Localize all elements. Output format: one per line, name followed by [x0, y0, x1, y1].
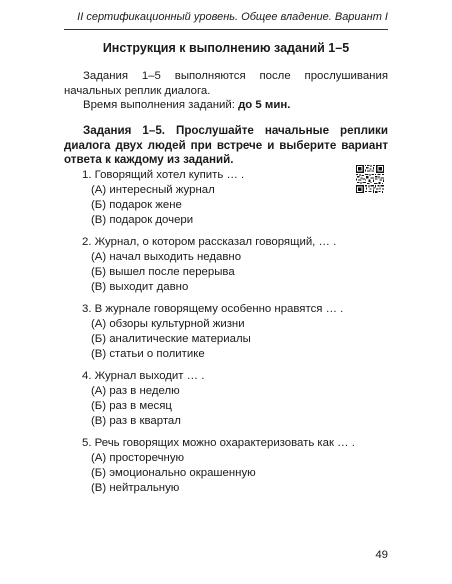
instruction-title: Инструкция к выполнению заданий 1–5 — [102, 41, 350, 55]
question-4 — [82, 369, 382, 429]
option-a: (А) интересный журнал — [91, 184, 215, 196]
question-text: 1. Говорящий хотел купить … . — [82, 169, 245, 181]
question-text: 3. В журнале говорящему особенно нравятся … . — [82, 303, 344, 315]
page-number: 49 — [375, 549, 388, 561]
option-b: (Б) аналитические материалы — [91, 333, 251, 345]
running-header — [64, 7, 388, 30]
running-header-text: II сертификационный уровень. Общее владение. Вариант I — [77, 11, 388, 23]
question-5 — [82, 436, 382, 496]
option-c: (В) подарок дочери — [91, 214, 194, 226]
intro-line: Задания 1–5 выполняются после прослушивания начальных реплик диалога. — [64, 70, 388, 97]
option-b: (Б) вышел после перерыва — [91, 266, 235, 278]
question-3 — [82, 302, 382, 362]
option-c: (В) раз в квартал — [91, 415, 181, 427]
option-c: (В) нейтральную — [91, 482, 180, 494]
option-b: (Б) подарок жене — [91, 199, 182, 211]
time-value: до 5 мин. — [238, 99, 291, 111]
question-2 — [82, 235, 382, 295]
intro-time-line — [64, 98, 388, 113]
option-a: (А) начал выходить недавно — [91, 251, 242, 263]
time-label: Время выполнения заданий: — [83, 99, 235, 111]
instruction-intro — [64, 69, 388, 113]
question-text: 5. Речь говорящих можно охарактеризовать как … . — [82, 437, 355, 449]
option-a: (А) обзоры культурной жизни — [91, 318, 245, 330]
option-c: (В) выходит давно — [91, 281, 189, 293]
option-a: (А) просторечную — [91, 452, 185, 464]
question-1 — [82, 168, 382, 228]
task-header: Задания 1–5. Прослушайте начальные реплики диалога двух людей при встрече и выберите вариант ответа к каждому из заданий. — [64, 124, 388, 166]
question-text: 2. Журнал, о котором рассказал говорящий, … . — [82, 236, 337, 248]
question-text: 4. Журнал выходит … . — [82, 370, 205, 382]
option-c: (В) статьи о политике — [91, 348, 205, 360]
option-b: (Б) раз в месяц — [91, 400, 172, 412]
option-a: (А) раз в неделю — [91, 385, 180, 397]
option-b: (Б) эмоционально окрашенную — [91, 467, 256, 479]
